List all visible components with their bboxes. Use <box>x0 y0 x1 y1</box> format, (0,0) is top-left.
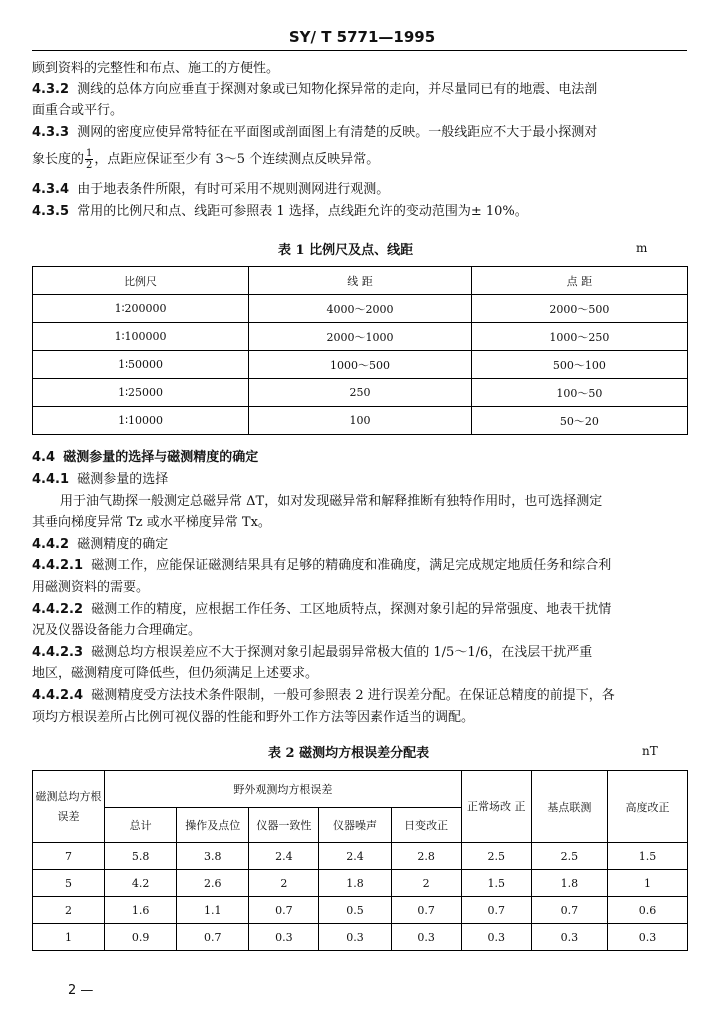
section-number: 4.3.4 <box>32 182 70 197</box>
table-cell: 250 <box>249 379 472 407</box>
section-number: 4.4.2.1 <box>32 558 83 573</box>
table-cell: 2 <box>249 870 319 897</box>
header-cell: 线 距 <box>249 267 472 295</box>
table-cell: 1 <box>607 870 687 897</box>
table-cell: 100～50 <box>471 379 687 407</box>
table-row <box>33 843 688 870</box>
section-number: 4.4.2.4 <box>32 688 83 703</box>
paragraph-line: 象长度的 $\frac{1}{2}$ ，点距应保证至少有 3～5 个连续测点反映异常。 <box>32 148 380 171</box>
header-rule <box>32 50 687 51</box>
table-cell: 2.5 <box>531 843 607 870</box>
header-cell: 仪器一致性 <box>249 808 319 843</box>
table-cell: 1∶50000 <box>33 351 249 379</box>
section-number: 4.4.2 <box>32 537 70 552</box>
paragraph-line: 4.4.1 磁测参量的选择 <box>32 472 169 487</box>
paragraph-line: 其垂向梯度异常 Tz 或水平梯度异常 Tx。 <box>32 515 271 530</box>
table-cell: 0.3 <box>531 924 607 951</box>
table-cell: 7 <box>33 843 105 870</box>
paragraph-line: 4.4.2 磁测精度的确定 <box>32 537 169 552</box>
table-cell: 500～100 <box>471 351 687 379</box>
table-cell: 0.5 <box>319 897 391 924</box>
table-cell: 50～20 <box>471 407 687 435</box>
page-header: SY/ T 5771—1995 <box>288 28 436 46</box>
table2-caption: 表 2 磁测均方根误差分配表 <box>268 746 430 761</box>
header-cell: 基点联测 <box>531 771 607 843</box>
table-cell: 5.8 <box>105 843 177 870</box>
header-cell: 操作及点位 <box>177 808 249 843</box>
header-cell: 总计 <box>105 808 177 843</box>
section-number: 4.4.2.2 <box>32 602 83 617</box>
table-cell: 1.8 <box>531 870 607 897</box>
table-row <box>33 924 688 951</box>
table-cell: 2 <box>33 897 105 924</box>
table-row <box>33 870 688 897</box>
paragraph-line: 顾到资料的完整性和布点、施工的方便性。 <box>32 61 280 76</box>
scale-spacing-table <box>32 266 688 435</box>
table-cell: 0.3 <box>249 924 319 951</box>
section-number: 4.4.1 <box>32 472 70 487</box>
paragraph-line: 项均方根误差所占比例可视仪器的性能和野外工作方法等因素作适当的调配。 <box>32 710 475 725</box>
table-cell: 0.7 <box>177 924 249 951</box>
table-header-row <box>33 267 688 295</box>
paragraph-line: 用于油气勘探一般测定总磁异常 ΔT，如对发现磁异常和解释推断有独特作用时，也可选择测定 <box>60 494 603 509</box>
section-number: 4.3.5 <box>32 204 70 219</box>
table-cell: 0.3 <box>461 924 531 951</box>
table-cell: 1.8 <box>319 870 391 897</box>
table-cell: 4.2 <box>105 870 177 897</box>
table-cell: 1∶25000 <box>33 379 249 407</box>
table-cell: 3.8 <box>177 843 249 870</box>
header-cell: 正常场改 正 <box>461 771 531 843</box>
table-cell: 1000～250 <box>471 323 687 351</box>
table-row <box>33 351 688 379</box>
table-cell: 5 <box>33 870 105 897</box>
section-number: 4.4.2.3 <box>32 645 83 660</box>
paragraph-line: 面重合或平行。 <box>32 103 124 118</box>
table-cell: 1.5 <box>461 870 531 897</box>
table1-caption: 表 1 比例尺及点、线距 <box>278 243 414 258</box>
table-cell: 1∶200000 <box>33 295 249 323</box>
paragraph-line: 4.3.3 测网的密度应使异常特征在平面图或剖面图上有清楚的反映。一般线距应不大于最小探测对 <box>32 125 598 140</box>
table-cell: 1000～500 <box>249 351 472 379</box>
table-cell: 0.7 <box>531 897 607 924</box>
paragraph-line: 况及仪器设备能力合理确定。 <box>32 623 202 638</box>
header-cell: 日变改正 <box>391 808 461 843</box>
table-cell: 0.7 <box>461 897 531 924</box>
table-cell: 1∶10000 <box>33 407 249 435</box>
header-cell: 点 距 <box>471 267 687 295</box>
table-cell: 1 <box>33 924 105 951</box>
table-cell: 2000～500 <box>471 295 687 323</box>
table-cell: 2 <box>391 870 461 897</box>
table-header-row <box>33 771 688 808</box>
table-cell: 2000～1000 <box>249 323 472 351</box>
table-cell: 0.7 <box>391 897 461 924</box>
error-distribution-table <box>32 770 688 951</box>
table-cell: 1.6 <box>105 897 177 924</box>
header-cell: 磁测总均方根误差 <box>33 771 105 843</box>
section-number: 4.3.3 <box>32 125 70 140</box>
paragraph-line: 4.4.2.3 磁测总均方根误差应不大于探测对象引起最弱异常极大值的 1/5～1/6，在浅层干扰严重 <box>32 645 593 660</box>
header-group-cell: 野外观测均方根误差 <box>105 771 462 808</box>
table-row <box>33 407 688 435</box>
table-row <box>33 897 688 924</box>
paragraph-line: 4.3.5 常用的比例尺和点、线距可参照表 1 选择，点线距允许的变动范围为± 10%。 <box>32 204 528 219</box>
table-row <box>33 323 688 351</box>
table1-unit: m <box>636 241 648 255</box>
table-row <box>33 295 688 323</box>
section-heading: 4.4 磁测参量的选择与磁测精度的确定 <box>32 450 259 465</box>
table-cell: 0.6 <box>607 897 687 924</box>
table-cell: 2.4 <box>319 843 391 870</box>
table-cell: 2.8 <box>391 843 461 870</box>
paragraph-line: 地区，磁测精度可降低些，但仍须满足上述要求。 <box>32 666 319 681</box>
table-cell: 0.3 <box>607 924 687 951</box>
table-cell: 2.5 <box>461 843 531 870</box>
table-cell: 0.3 <box>319 924 391 951</box>
section-number: 4.3.2 <box>32 82 70 97</box>
fraction: $\frac{1}{2}$ <box>86 148 93 171</box>
table-cell: 2.6 <box>177 870 249 897</box>
table-row <box>33 379 688 407</box>
table-cell: 100 <box>249 407 472 435</box>
header-cell: 高度改正 <box>607 771 687 843</box>
table-cell: 4000～2000 <box>249 295 472 323</box>
table-cell: 1.1 <box>177 897 249 924</box>
table2-unit: nT <box>642 744 658 758</box>
paragraph-line: 4.4.2.1 磁测工作，应能保证磁测结果具有足够的精确度和准确度，满足完成规定地质任务和综合利 <box>32 558 612 573</box>
table-cell: 0.3 <box>391 924 461 951</box>
paragraph-line: 用磁测资料的需要。 <box>32 580 150 595</box>
table-cell: 0.7 <box>249 897 319 924</box>
table-cell: 1.5 <box>607 843 687 870</box>
table-cell: 0.9 <box>105 924 177 951</box>
paragraph-line: 4.4.2.4 磁测精度受方法技术条件限制，一般可参照表 2 进行误差分配。在保证总精度的前提下，各 <box>32 688 615 703</box>
page-number: 2 — <box>68 983 94 998</box>
paragraph-line: 4.3.2 测线的总体方向应垂直于探测对象或已知物化探异常的走向，并尽量同已有的地震、电法剖 <box>32 82 598 97</box>
header-cell: 仪器噪声 <box>319 808 391 843</box>
paragraph-line: 4.4.2.2 磁测工作的精度，应根据工作任务、工区地质特点，探测对象引起的异常强度、地表干扰情 <box>32 602 612 617</box>
header-cell: 比例尺 <box>33 267 249 295</box>
paragraph-line: 4.3.4 由于地表条件所限，有时可采用不规则测网进行观测。 <box>32 182 390 197</box>
table-cell: 2.4 <box>249 843 319 870</box>
table-cell: 1∶100000 <box>33 323 249 351</box>
